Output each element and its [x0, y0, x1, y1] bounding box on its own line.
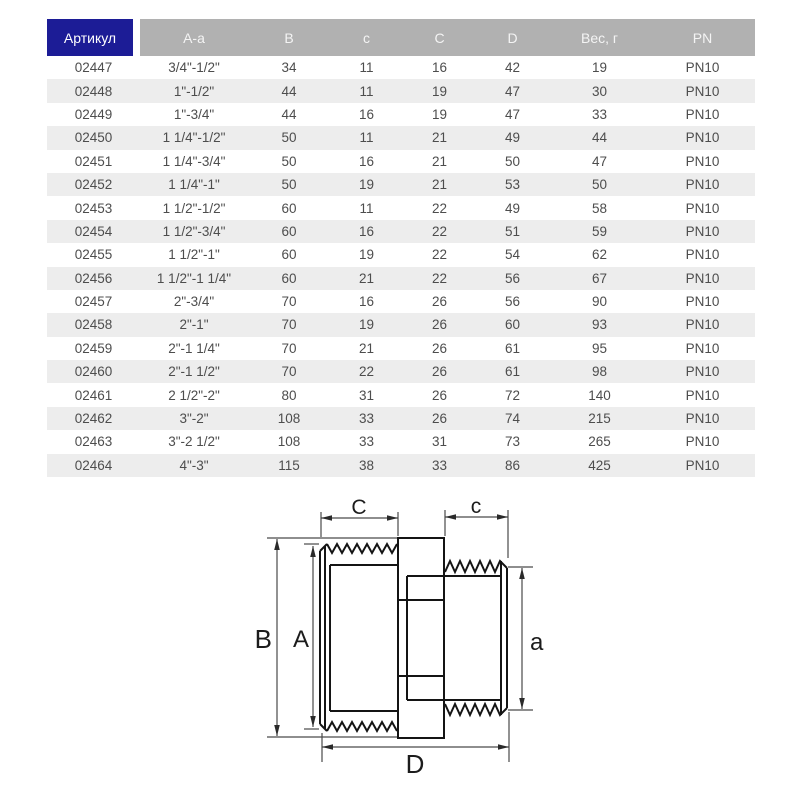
dim-label-C: C — [351, 496, 367, 519]
table-cell: 4"-3" — [179, 457, 209, 473]
thread-zigzag-top-right — [445, 561, 507, 572]
table-cell: PN10 — [685, 223, 720, 239]
table-cell: 26 — [431, 387, 448, 403]
table-cell: 70 — [281, 317, 297, 333]
table-cell: 59 — [591, 223, 608, 239]
table-cell: 02454 — [74, 223, 113, 239]
table-cell: 02464 — [74, 457, 113, 473]
table-cell: 3"-2" — [179, 411, 209, 427]
table-cell: 16 — [358, 223, 375, 239]
table-cell: PN10 — [685, 387, 720, 403]
table-cell: PN10 — [685, 130, 720, 146]
table-cell: 73 — [504, 434, 521, 450]
table-cell: 108 — [277, 411, 301, 427]
table-cell: 2"-1 1/2" — [168, 364, 220, 380]
table-cell: 215 — [588, 411, 611, 427]
table-cell: 2"-1" — [179, 317, 209, 333]
table-cell: 60 — [281, 200, 297, 216]
table-cell: 19 — [431, 106, 448, 122]
dimension-D — [322, 712, 509, 779]
table-cell: 21 — [431, 177, 448, 193]
column-header-D: D — [507, 29, 518, 46]
table-cell: 56 — [504, 294, 521, 310]
table-cell: 11 — [359, 200, 374, 216]
column-header-pn: PN — [692, 29, 713, 46]
column-header-weight: Вес, г — [580, 29, 618, 46]
dim-label-c: c — [470, 495, 482, 518]
table-cell: 1"-1/2" — [173, 83, 215, 99]
table-cell: 02458 — [74, 317, 113, 333]
table-cell: 1 1/4"-3/4" — [162, 153, 226, 169]
table-cell: 95 — [591, 340, 608, 356]
thread-zigzag-bottom-right — [445, 704, 507, 715]
dimension-C — [321, 496, 398, 537]
table-cell: 21 — [431, 130, 448, 146]
table-cell: 33 — [358, 434, 375, 450]
table-cell: 38 — [358, 457, 375, 473]
table-cell: 02450 — [74, 130, 113, 146]
table-cell: 19 — [431, 83, 448, 99]
table-cell: 31 — [358, 387, 375, 403]
table-cell: 26 — [431, 317, 448, 333]
table-cell: 02453 — [74, 200, 113, 216]
table-cell: 19 — [358, 177, 375, 193]
table-cell: 30 — [591, 83, 608, 99]
table-cell: 11 — [359, 130, 374, 146]
table-cell: 50 — [591, 177, 608, 193]
table-cell: 1 1/2"-1 1/4" — [156, 270, 232, 286]
table-cell: 60 — [504, 317, 521, 333]
table-cell: 21 — [358, 340, 375, 356]
column-header-B: B — [284, 29, 294, 46]
table-cell: 02457 — [74, 294, 113, 310]
table-cell: 02447 — [74, 60, 113, 76]
table-cell: 93 — [591, 317, 608, 333]
dim-label-a: a — [530, 629, 544, 656]
table-cell: PN10 — [685, 434, 720, 450]
dimension-A — [293, 544, 319, 729]
table-cell: 61 — [504, 340, 521, 356]
table-cell: 11 — [359, 83, 374, 99]
table-cell: 1 1/2"-3/4" — [162, 223, 226, 239]
table-cell: 74 — [504, 411, 521, 427]
table-cell: 67 — [591, 270, 608, 286]
table-cell: 22 — [431, 200, 448, 216]
table-cell: 80 — [281, 387, 297, 403]
table-cell: 1"-3/4" — [173, 106, 215, 122]
table-cell: 19 — [358, 247, 375, 263]
column-header-size: A-a — [183, 29, 205, 46]
table-cell: 1 1/4"-1/2" — [162, 130, 226, 146]
table-cell: 265 — [588, 434, 611, 450]
table-cell: 22 — [358, 364, 375, 380]
table-cell: 16 — [358, 153, 375, 169]
table-cell: 21 — [431, 153, 448, 169]
table-cell: 02452 — [74, 177, 113, 193]
table-cell: PN10 — [685, 411, 720, 427]
male-body-outline — [445, 561, 507, 715]
table-cell: 11 — [359, 60, 374, 76]
dim-label-A: A — [292, 626, 309, 653]
table-cell: 3"-2 1/2" — [168, 434, 220, 450]
table-cell: 42 — [504, 60, 521, 76]
table-cell: 26 — [431, 294, 448, 310]
table-cell: 16 — [431, 60, 448, 76]
table-cell: 02456 — [74, 270, 113, 286]
table-cell: 26 — [431, 411, 448, 427]
table-cell: 44 — [281, 106, 297, 122]
table-cell: 47 — [591, 153, 608, 169]
table-cell: 22 — [431, 223, 448, 239]
thread-zigzag-top-left — [327, 544, 397, 553]
table-cell: 1 1/4"-1" — [168, 177, 220, 193]
dim-label-B: B — [254, 624, 272, 654]
table-cell: PN10 — [685, 270, 720, 286]
table-cell: 2"-1 1/4" — [168, 340, 220, 356]
table-cell: 22 — [431, 270, 448, 286]
table-cell: 56 — [504, 270, 521, 286]
table-cell: 02449 — [74, 106, 113, 122]
table-cell: 51 — [504, 223, 521, 239]
table-cell: PN10 — [685, 200, 720, 216]
table-cell: 02462 — [74, 411, 113, 427]
table-cell: 86 — [504, 457, 521, 473]
table-cell: PN10 — [685, 83, 720, 99]
table-cell: 62 — [591, 247, 608, 263]
table-cell: PN10 — [685, 60, 720, 76]
table-cell: 70 — [281, 364, 297, 380]
table-cell: 2 1/2"-2" — [168, 387, 220, 403]
table-cell: PN10 — [685, 317, 720, 333]
table-cell: 50 — [281, 130, 297, 146]
table-cell: 115 — [278, 457, 300, 473]
table-cell: 49 — [504, 130, 521, 146]
table-cell: 21 — [358, 270, 375, 286]
table-cell: 2"-3/4" — [173, 294, 215, 310]
table-cell: 02460 — [74, 364, 113, 380]
table-cell: 02461 — [74, 387, 113, 403]
table-cell: 47 — [504, 106, 521, 122]
table-cell: 16 — [358, 106, 375, 122]
table-cell: 54 — [504, 247, 521, 263]
table-cell: 98 — [591, 364, 608, 380]
table-cell: 50 — [281, 153, 297, 169]
table-cell: 26 — [431, 340, 448, 356]
table-cell: 58 — [591, 200, 608, 216]
table-cell: 31 — [431, 434, 448, 450]
table-cell: PN10 — [685, 364, 720, 380]
dim-label-D: D — [405, 749, 425, 779]
thread-zigzag-bottom-left — [327, 722, 397, 731]
table-cell: 02448 — [74, 83, 113, 99]
table-cell: 3/4"-1/2" — [168, 60, 220, 76]
table-cell: 47 — [504, 83, 521, 99]
table-cell: 70 — [281, 294, 297, 310]
table-cell: 60 — [281, 270, 297, 286]
table-cell: PN10 — [685, 153, 720, 169]
table-cell: 72 — [504, 387, 521, 403]
dimension-c-small — [445, 495, 508, 558]
dimension-a-small — [508, 567, 544, 710]
table-cell: 44 — [591, 130, 608, 146]
column-header-articul: Артикул — [47, 19, 133, 56]
table-cell: 02455 — [74, 247, 113, 263]
table-cell: PN10 — [685, 177, 720, 193]
table-cell: 22 — [431, 247, 448, 263]
table-cell: 60 — [281, 247, 297, 263]
table-cell: 61 — [504, 364, 521, 380]
table-cell: 34 — [281, 60, 297, 76]
table-cell: 425 — [588, 457, 611, 473]
table-cell: 70 — [281, 340, 297, 356]
table-cell: 50 — [504, 153, 521, 169]
table-cell: PN10 — [685, 457, 720, 473]
table-cell: 140 — [588, 387, 611, 403]
table-cell: 02463 — [74, 434, 113, 450]
table-cell: PN10 — [685, 340, 720, 356]
table-cell: 108 — [277, 434, 301, 450]
table-cell: 49 — [504, 200, 521, 216]
table-cell: 19 — [358, 317, 375, 333]
table-cell: 1 1/2"-1" — [168, 247, 220, 263]
column-header-c: c — [363, 29, 370, 46]
table-cell: PN10 — [685, 106, 720, 122]
table-cell: 53 — [504, 177, 521, 193]
table-cell: 33 — [431, 457, 448, 473]
female-body-outline — [320, 544, 398, 731]
table-cell: 44 — [281, 83, 297, 99]
table-cell: 02451 — [74, 153, 113, 169]
column-header-C: C — [434, 29, 445, 46]
table-cell: PN10 — [685, 294, 720, 310]
table-cell: 1 1/2"-1/2" — [162, 200, 226, 216]
union-nut-outline — [398, 538, 501, 738]
table-cell: 50 — [281, 177, 297, 193]
table-cell: 02459 — [74, 340, 113, 356]
table-cell: 33 — [591, 106, 608, 122]
table-cell: 16 — [358, 294, 375, 310]
table-cell: 33 — [358, 411, 375, 427]
table-cell: 26 — [431, 364, 448, 380]
table-cell: PN10 — [685, 247, 720, 263]
table-cell: 60 — [281, 223, 297, 239]
table-cell: 90 — [591, 294, 608, 310]
table-cell: 19 — [591, 60, 608, 76]
